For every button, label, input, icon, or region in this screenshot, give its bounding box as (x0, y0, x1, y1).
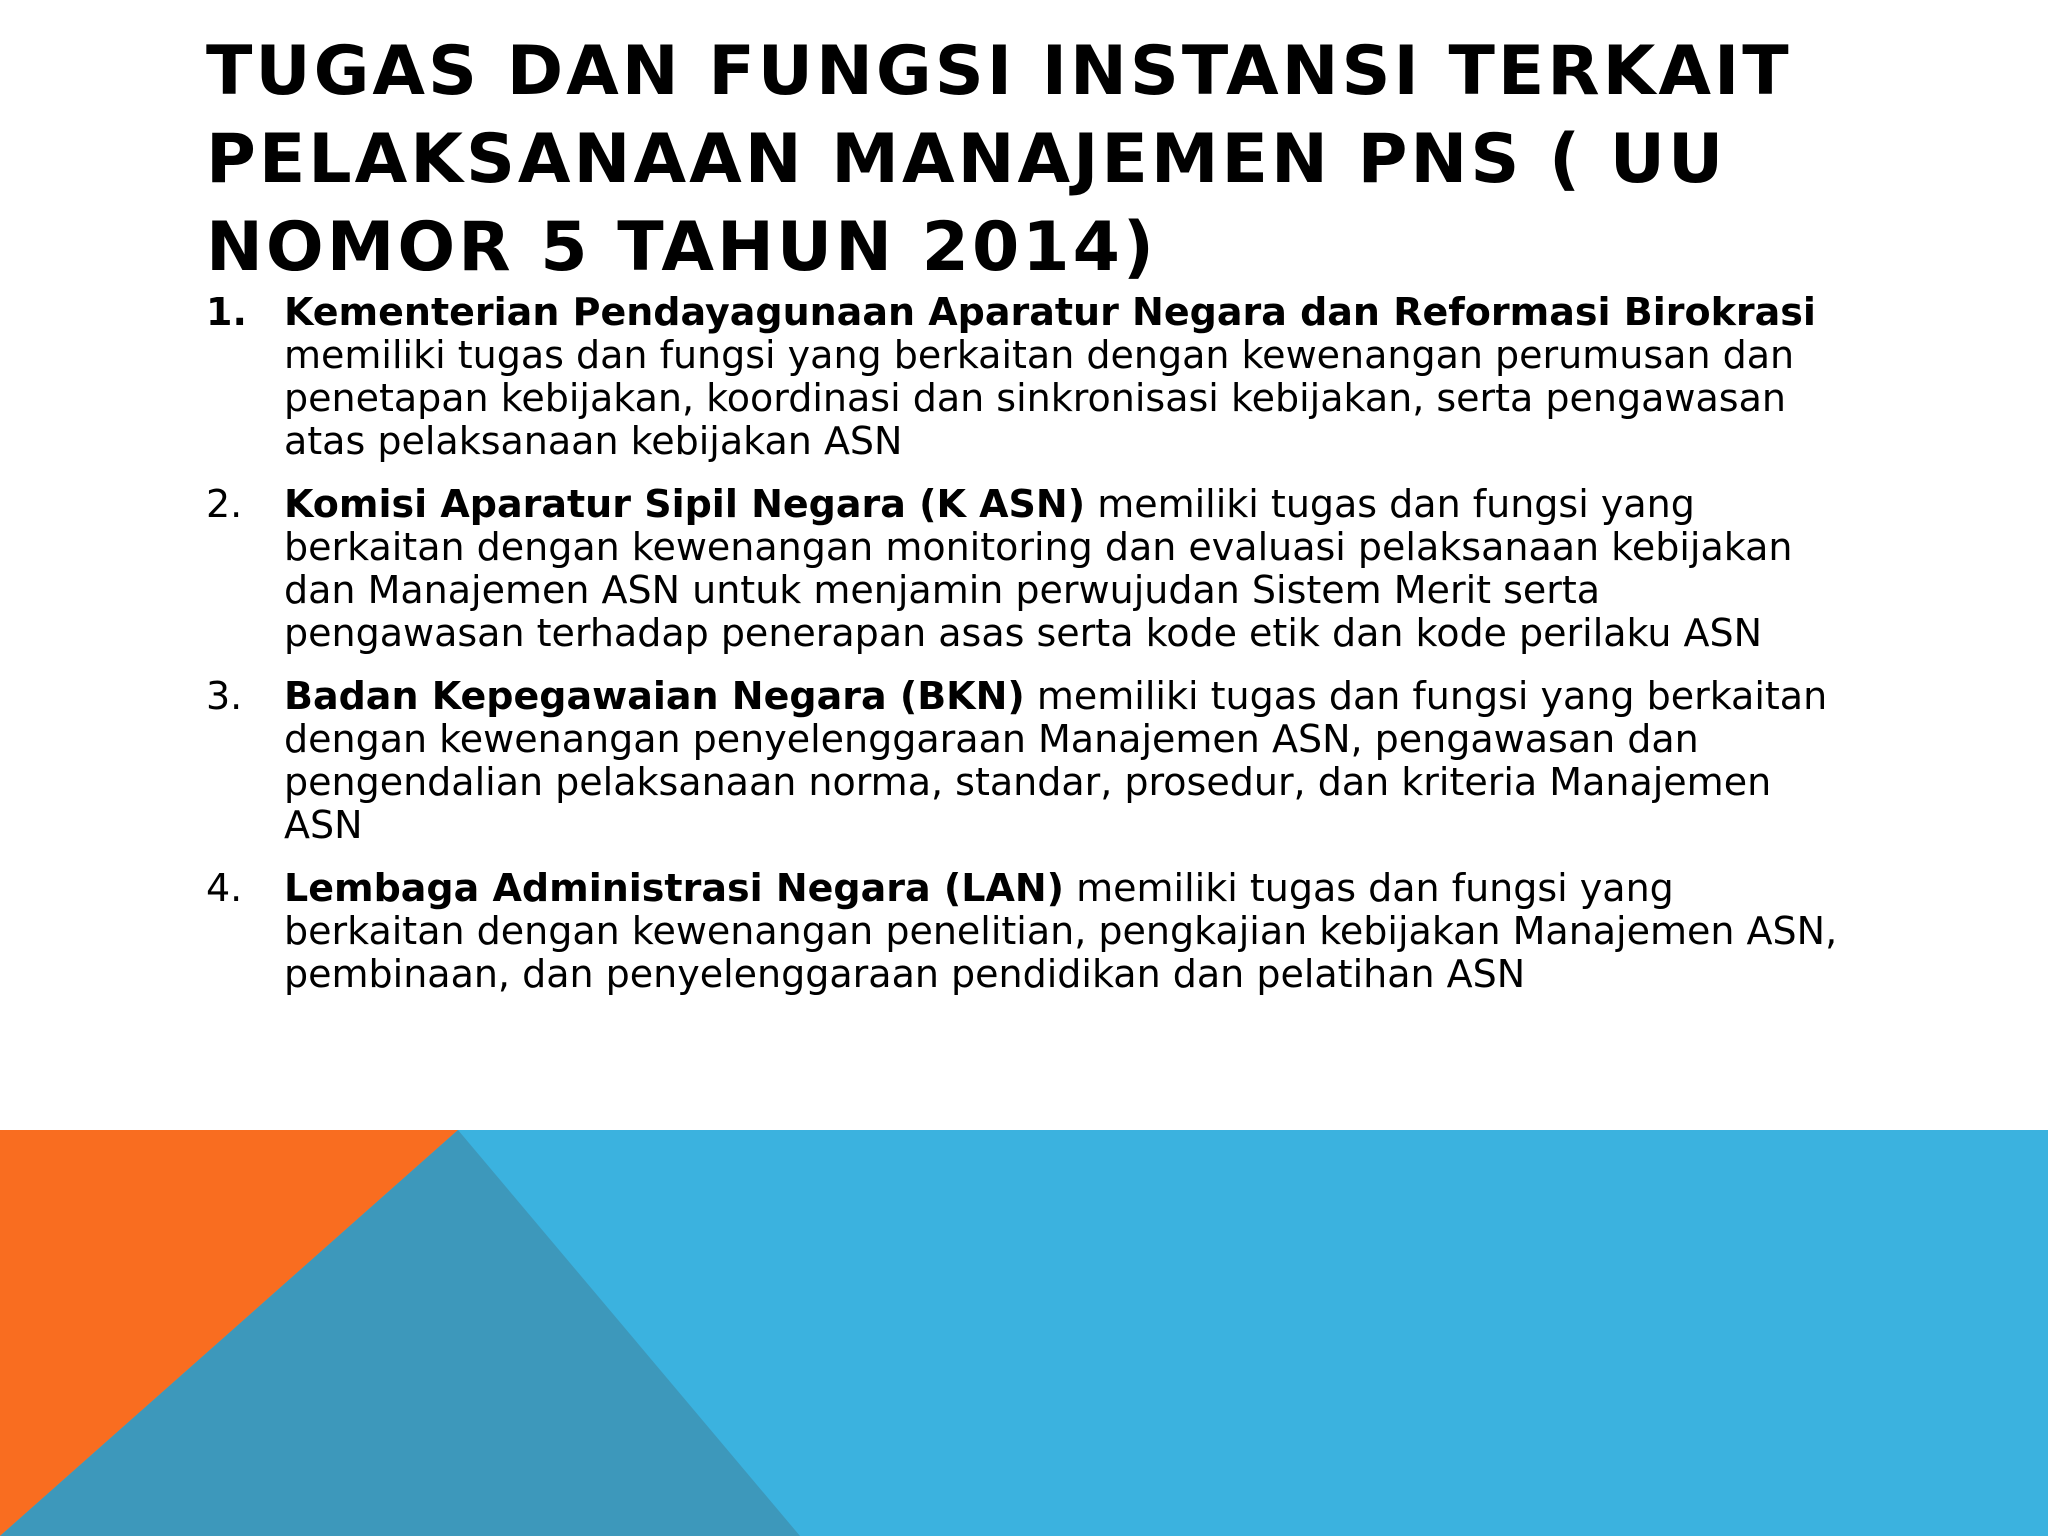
list-item-text (284, 291, 1846, 463)
list-item-text (284, 675, 1846, 847)
agency-list (206, 291, 1846, 1016)
list-item-text (284, 867, 1846, 996)
agency-description: memiliki tugas dan fungsi yang berkaitan dengan kewenangan penelitian, pengkajian kebijakan Manajemen ASN, pembinaan, dan penyelenggaraan pendidikan dan pelatihan ASN (284, 866, 1838, 996)
list-item-text (284, 483, 1846, 655)
list-item (206, 291, 1846, 463)
agency-name: Badan Kepegawaian Negara (BKN) (284, 674, 1025, 718)
agency-name: Komisi Aparatur Sipil Negara (K ASN) (284, 482, 1086, 526)
list-item (206, 675, 1846, 847)
list-item-number: 3. (206, 674, 243, 718)
list-item-number: 2. (206, 482, 243, 526)
slide-title: TUGAS DAN FUNGSI INSTANSI TERKAIT PELAKSANAAN MANAJEMEN PNS ( UU NOMOR 5 TAHUN 2014) (206, 32, 1792, 287)
footer-decoration (0, 1130, 2048, 1536)
list-item-number: 4. (206, 866, 243, 910)
agency-description: memiliki tugas dan fungsi yang berkaitan dengan kewenangan monitoring dan evaluasi pelaksanaan kebijakan dan Manajemen ASN untuk menjamin perwujudan Sistem Merit serta pengawasan terhadap penerapan asas serta kode etik dan kode perilaku ASN (284, 482, 1793, 655)
agency-description: memiliki tugas dan fungsi yang berkaitan dengan kewenangan penyelenggaraan Manajemen ASN, pengawasan dan pengendalian pelaksanaan norma, standar, prosedur, dan kriteria Manajemen ASN (284, 674, 1828, 847)
list-item (206, 867, 1846, 996)
agency-name: Kementerian Pendayagunaan Aparatur Negara dan Reformasi Birokrasi (284, 290, 1816, 334)
list-item-number: 1. (206, 290, 247, 334)
agency-description: memiliki tugas dan fungsi yang berkaitan dengan kewenangan perumusan dan penetapan kebijakan, koordinasi dan sinkronisasi kebijakan, serta pengawasan atas pelaksanaan kebijakan ASN (284, 333, 1795, 463)
list-item (206, 483, 1846, 655)
agency-name: Lembaga Administrasi Negara (LAN) (284, 866, 1065, 910)
